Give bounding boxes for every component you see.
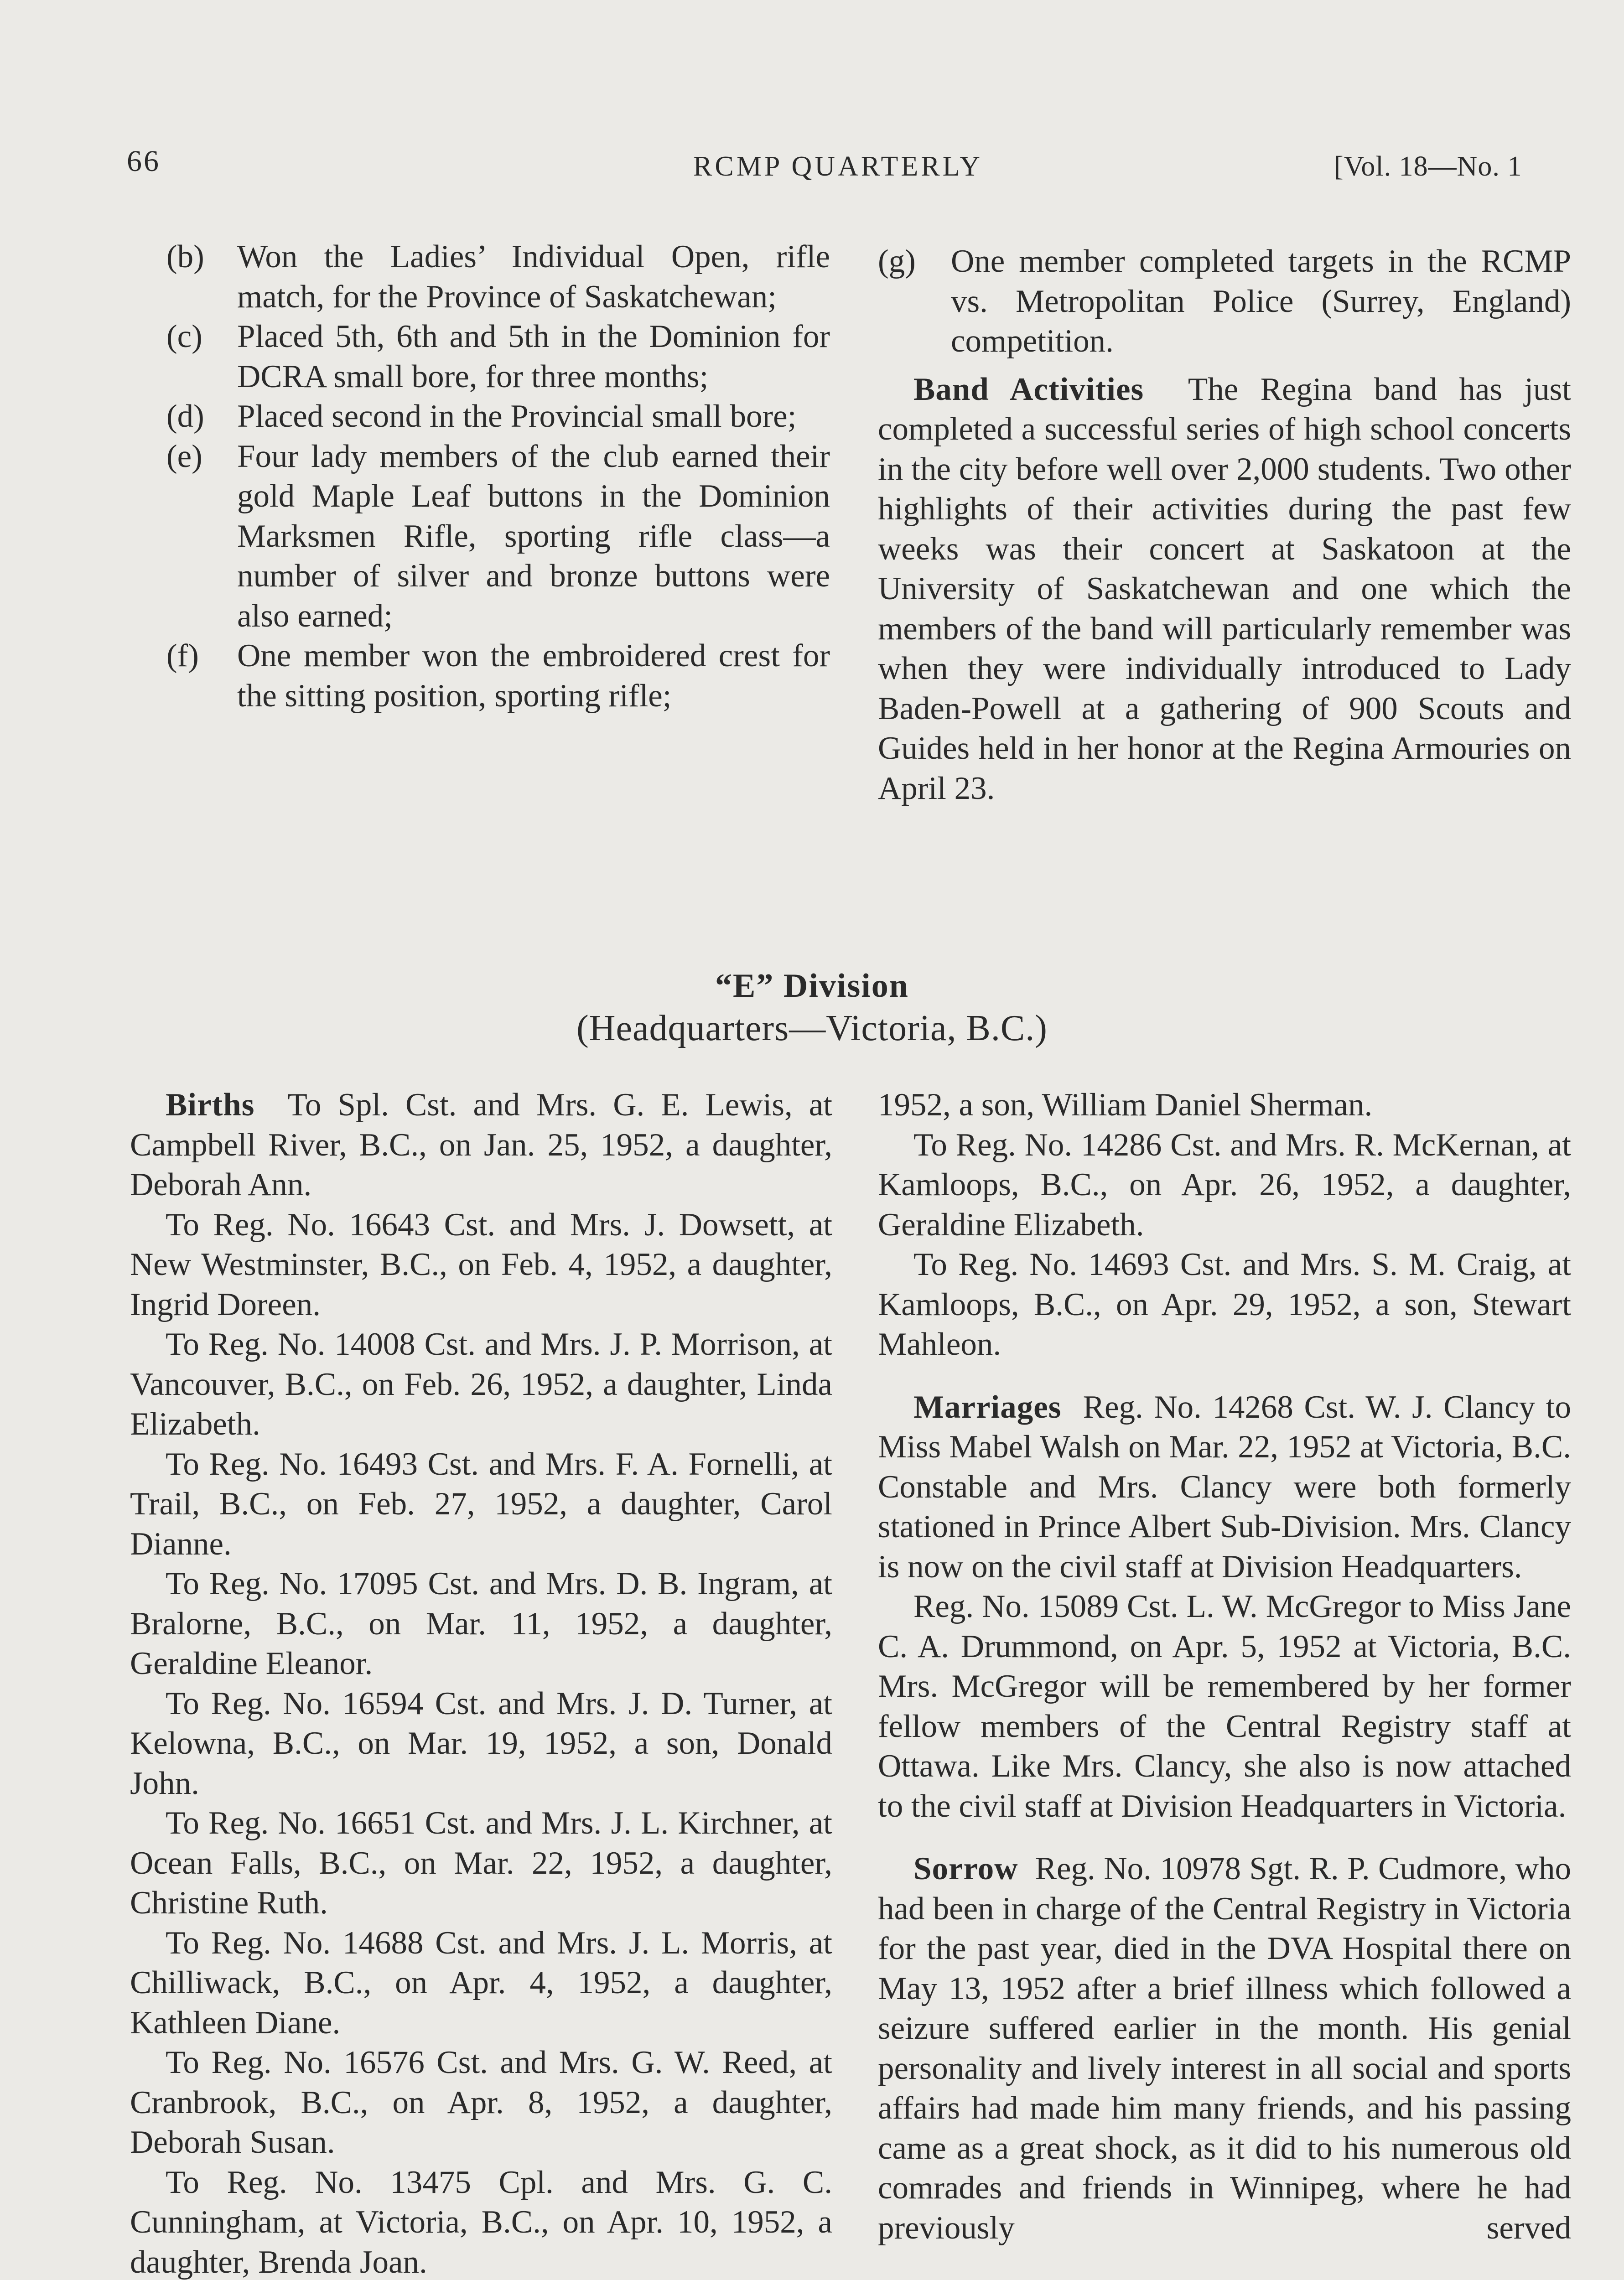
list-label: (d) [166,399,204,434]
bottom-left-column [130,1085,832,2280]
births-heading: Births [166,1087,255,1123]
list-text: Placed second in the Provincial small bore; [237,399,797,434]
birth-entry: To Reg. No. 16594 Cst. and Mrs. J. D. Turner, at Kelowna, B.C., on Mar. 19, 1952, a son, Donald John. [130,1685,832,1801]
division-title: “E” Division [715,967,909,1005]
list-item [166,437,830,637]
list-text: Won the Ladies’ Individual Open, rifle match, for the Province of Saskatchewan; [237,239,830,315]
list-item [878,242,1571,362]
birth-entry: To Spl. Cst. and Mrs. G. E. Lewis, at Campbell River, B.C., on Jan. 25, 1952, a daughter, Deborah Ann. [130,1087,833,1202]
list-text: One member completed targets in the RCMP vs. Metropolitan Police (Surrey, England) competition. [951,244,1571,359]
list-item [166,237,830,317]
birth-entry: To Reg. No. 16576 Cst. and Mrs. G. W. Reed, at Cranbrook, B.C., on Apr. 8, 1952, a daughter, Deborah Susan. [130,2045,832,2160]
birth-entry: To Reg. No. 14008 Cst. and Mrs. J. P. Morrison, at Vancouver, B.C., on Feb. 26, 1952, a daughter, Linda Elizabeth. [130,1327,832,1442]
achievement-list [166,237,830,716]
sorrow-paragraph [878,1849,1571,2248]
marriages-heading: Marriages [913,1389,1062,1425]
list-label: (b) [166,239,204,275]
list-label: (e) [166,438,202,474]
band-activities-text: The Regina band has just completed a successful series of high school concerts in the city before well over 2,000 students. Two other highlights of their activities during the past few weeks was their concert at Saskatoon at the University of Saskatchewan and one which the members of the band will particularly remember was when they were individually introduced to Lady Baden-Powell at a gathering of 900 Scouts and Guides held in her honor at the Regina Armouries on April 23. [878,371,1572,806]
division-subtitle: (Headquarters—Victoria, B.C.) [576,1008,1048,1048]
birth-entry: To Reg. No. 14688 Cst. and Mrs. J. L. Morris, at Chilliwack, B.C., on Apr. 4, 1952, a daughter, Kathleen Diane. [130,1925,832,2041]
top-left-column [166,237,830,716]
achievement-list-cont [878,242,1571,362]
birth-entry: To Reg. No. 17095 Cst. and Mrs. D. B. Ingram, at Bralorne, B.C., on Mar. 11, 1952, a daughter, Geraldine Eleanor. [130,1566,832,1681]
birth-entry: To Reg. No. 16493 Cst. and Mrs. F. A. Fornelli, at Trail, B.C., on Feb. 27, 1952, a daughter, Carol Dianne. [130,1446,832,1562]
marriage-entry: Reg. No. 15089 Cst. L. W. McGregor to Miss Jane C. A. Drummond, on Apr. 5, 1952 at Victoria, B.C. Mrs. McGregor will be remembered by her former fellow members of the Central Registry staff at Ottawa. Like Mrs. Clancy, she also is now attached to the civil staff at Division Headquarters in Victoria. [878,1589,1571,1824]
band-activities-heading: Band Activities [913,371,1144,407]
top-right-column [878,242,1571,808]
list-item [166,397,830,437]
bottom-right-column [878,1085,1571,2248]
list-item [166,317,830,397]
list-item [166,636,830,716]
birth-entry: To Reg. No. 16643 Cst. and Mrs. J. Dowsett, at New Westminster, B.C., on Feb. 4, 1952, a daughter, Ingrid Doreen. [130,1207,832,1322]
birth-entry-continued: 1952, a son, William Daniel Sherman. [878,1087,1373,1123]
marriage-entry: Reg. No. 14268 Cst. W. J. Clancy to Miss Mabel Walsh on Mar. 22, 1952 at Victoria, B.C. Constable and Mrs. Clancy were both formerly stationed in Prince Albert Sub-Division. Mrs. Clancy is now on the civil staff at Division Headquarters. [878,1389,1572,1585]
running-title: RCMP QUARTERLY [693,151,983,182]
birth-entry: To Reg. No. 13475 Cpl. and Mrs. G. C. Cunningham, at Victoria, B.C., on Apr. 10, 1952, a daughter, Brenda Joan. [130,2164,832,2280]
marriages-paragraph [878,1388,1571,1587]
birth-entry: To Reg. No. 16651 Cst. and Mrs. J. L. Kirchner, at Ocean Falls, B.C., on Mar. 22, 1952, a daughter, Christine Ruth. [130,1805,832,1921]
list-text: One member won the embroidered crest for the sitting position, sporting rifle; [237,638,830,714]
births-paragraph [130,1085,832,1205]
birth-entry: To Reg. No. 14693 Cst. and Mrs. S. M. Craig, at Kamloops, B.C., on Apr. 29, 1952, a son, Stewart Mahleon. [878,1247,1571,1362]
sorrow-heading: Sorrow [913,1851,1018,1886]
list-label: (f) [166,638,199,674]
birth-entry: To Reg. No. 14286 Cst. and Mrs. R. McKernan, at Kamloops, B.C., on Apr. 26, 1952, a daughter, Geraldine Elizabeth. [878,1127,1571,1243]
page-number: 66 [127,145,161,178]
volume-issue: [Vol. 18—No. 1 [1334,151,1522,182]
list-label: (c) [166,319,202,354]
sorrow-text: Reg. No. 10978 Sgt. R. P. Cudmore, who had been in charge of the Central Registry in Victoria for the past year, died in the DVA Hospital there on May 13, 1952 after a brief illness which followed a seizure suffered earlier in the month. His genial personality and lively interest in all social and sports affairs had made him many friends, and his passing came as a great shock, as it did to his numerous old comrades and friends in Winnipeg, where he had previously served [878,1851,1572,2246]
list-text: Four lady members of the club earned their gold Maple Leaf buttons in the Dominion Marksmen Rifle, sporting rifle class—a number of silver and bronze buttons were also earned; [237,438,830,634]
band-activities-paragraph [878,370,1571,809]
list-text: Placed 5th, 6th and 5th in the Dominion for DCRA small bore, for three months; [237,319,830,394]
list-label: (g) [878,244,916,279]
